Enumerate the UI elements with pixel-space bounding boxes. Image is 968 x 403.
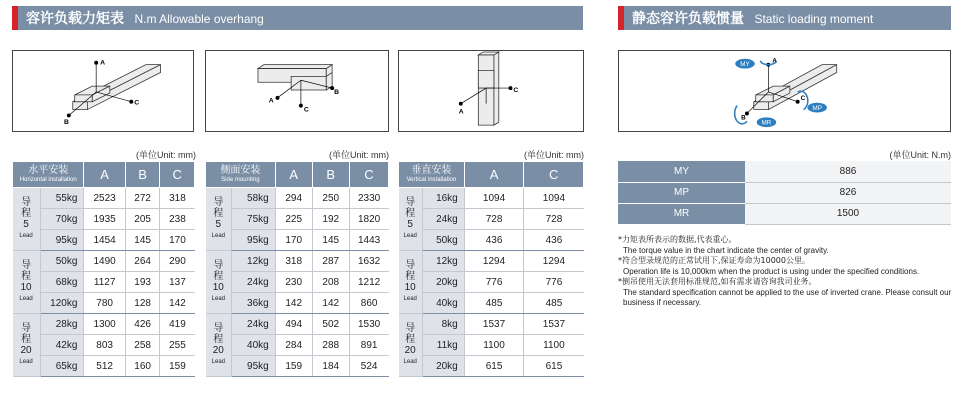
load-cell: 68kg	[40, 272, 84, 293]
value-cell: 225	[275, 209, 312, 230]
value-cell: 1212	[349, 272, 388, 293]
col-header: B	[125, 162, 160, 188]
point-c-label: C	[513, 86, 519, 94]
header-title-en: N.m Allowable overhang	[134, 12, 264, 26]
lead-en: Lead	[19, 232, 33, 239]
value-cell: 318	[160, 188, 195, 209]
table-row	[399, 251, 584, 272]
table-row	[618, 203, 951, 224]
value-cell: 137	[160, 272, 195, 293]
allowable-overhang-header	[12, 6, 583, 30]
note-item	[618, 256, 958, 277]
lead-en: Lead	[403, 295, 417, 302]
table-header-row	[399, 162, 584, 188]
moment-value: 826	[745, 182, 951, 203]
value-cell: 615	[524, 356, 584, 377]
value-cell: 142	[275, 293, 312, 314]
value-cell: 615	[464, 356, 524, 377]
value-cell: 1530	[349, 314, 388, 335]
lead-cn: 导程	[21, 196, 32, 219]
notes-block	[618, 235, 958, 309]
note-cn: *倒吊使用无法套用标准规范,如有需求请咨询我司业务。	[618, 277, 817, 286]
table-row	[399, 230, 584, 251]
value-cell: 238	[160, 209, 195, 230]
value-cell: 294	[275, 188, 312, 209]
point-a-label: A	[268, 97, 274, 105]
header-title-en: Static loading moment	[754, 12, 874, 26]
mp-label: MP	[812, 105, 822, 113]
table-row	[206, 314, 389, 335]
value-cell: 524	[349, 356, 388, 377]
lead-num: 5	[215, 218, 222, 230]
table-header-row	[206, 162, 389, 188]
table-row	[206, 335, 389, 356]
load-cell: 40kg	[232, 335, 276, 356]
value-cell: 1100	[464, 335, 524, 356]
header-en: Horizontal installation	[19, 177, 77, 183]
value-cell: 255	[160, 335, 195, 356]
lead-num: 5	[407, 218, 413, 230]
lead-cn: 导程	[405, 259, 416, 282]
value-cell: 145	[125, 230, 160, 251]
point-c-label: C	[800, 94, 806, 102]
lead-cn: 导程	[21, 259, 32, 282]
table-row	[13, 272, 195, 293]
lead-num: 20	[404, 344, 416, 356]
value-cell: 436	[524, 230, 584, 251]
value-cell: 264	[125, 251, 160, 272]
value-cell: 780	[84, 293, 125, 314]
lead-cn: 导程	[405, 196, 416, 219]
value-cell: 272	[125, 188, 160, 209]
table-row	[13, 230, 195, 251]
lead-num: 10	[20, 281, 32, 293]
value-cell: 159	[275, 356, 312, 377]
load-cell: 11kg	[422, 335, 464, 356]
value-cell: 1935	[84, 209, 125, 230]
load-cell: 8kg	[422, 314, 464, 335]
lead-en: Lead	[211, 295, 225, 302]
col-header: A	[275, 162, 312, 188]
table-row	[206, 209, 389, 230]
lead-cell	[399, 314, 423, 377]
lead-en: Lead	[19, 358, 33, 365]
table-header-title	[399, 162, 465, 188]
value-cell: 436	[464, 230, 524, 251]
load-cell: 58kg	[232, 188, 276, 209]
lead-en: Lead	[403, 232, 417, 239]
value-cell: 1490	[84, 251, 125, 272]
lead-en: Lead	[211, 358, 225, 365]
value-cell: 494	[275, 314, 312, 335]
static-loading-moment-header	[618, 6, 951, 30]
moment-value: 1500	[745, 203, 951, 224]
header-title	[624, 8, 873, 28]
lead-num: 10	[212, 281, 224, 293]
value-cell: 258	[125, 335, 160, 356]
point-b-label: B	[334, 88, 339, 96]
value-cell: 1537	[524, 314, 584, 335]
value-cell: 159	[160, 356, 195, 377]
value-cell: 1454	[84, 230, 125, 251]
value-cell: 1300	[84, 314, 125, 335]
lead-cell	[206, 314, 232, 377]
lead-cell	[13, 314, 41, 377]
value-cell: 142	[160, 293, 195, 314]
table-row	[13, 209, 195, 230]
point-b-label: B	[63, 119, 69, 127]
lead-cell	[399, 251, 423, 314]
table-header-title	[206, 162, 276, 188]
moment-value: 886	[745, 161, 951, 182]
load-cell: 120kg	[40, 293, 84, 314]
value-cell: 426	[125, 314, 160, 335]
value-cell: 1294	[524, 251, 584, 272]
note-item	[618, 235, 958, 256]
value-cell: 419	[160, 314, 195, 335]
header-title	[18, 8, 264, 28]
table-row	[618, 161, 951, 182]
value-cell: 2523	[84, 188, 125, 209]
value-cell: 1294	[464, 251, 524, 272]
static-moment-diagram	[618, 50, 951, 132]
table-row	[13, 293, 195, 314]
value-cell: 170	[275, 230, 312, 251]
point-a-label: A	[458, 108, 464, 116]
value-cell: 860	[349, 293, 388, 314]
lead-num: 20	[212, 344, 224, 356]
value-cell: 728	[524, 209, 584, 230]
mr-label: MR	[761, 119, 772, 127]
value-cell: 230	[275, 272, 312, 293]
load-cell: 95kg	[232, 230, 276, 251]
note-en: The standard specification cannot be applied to the use of inverted crane. Please consult our business if necessary.	[623, 287, 952, 307]
vertical-installation-diagram	[398, 50, 584, 132]
load-cell: 28kg	[40, 314, 84, 335]
table-row	[206, 293, 389, 314]
note-cn: *力矩表所表示的数据,代表重心。	[618, 235, 737, 244]
lead-cell	[206, 251, 232, 314]
table-header-row	[13, 162, 195, 188]
horizontal-installation-diagram	[12, 50, 194, 132]
col-header: B	[312, 162, 349, 188]
load-cell: 42kg	[40, 335, 84, 356]
unit-label-side: (单位Unit: mm)	[329, 150, 389, 160]
side-diagram-svg	[206, 51, 388, 131]
value-cell: 160	[125, 356, 160, 377]
header-en: Side mounting	[221, 177, 260, 183]
table-row	[399, 335, 584, 356]
moment-label: MY	[618, 161, 745, 182]
lead-cn: 导程	[405, 322, 416, 345]
lead-num: 10	[404, 281, 416, 293]
vertical-diagram-svg	[399, 51, 583, 131]
note-en: The torque value in the chart indicate the center of gravity.	[623, 245, 829, 255]
note-item	[618, 277, 958, 309]
value-cell: 184	[312, 356, 349, 377]
value-cell: 485	[524, 293, 584, 314]
my-label: MY	[740, 61, 750, 69]
table-row	[399, 314, 584, 335]
value-cell: 192	[312, 209, 349, 230]
point-b-label: B	[741, 114, 746, 122]
value-cell: 1443	[349, 230, 388, 251]
table-row	[206, 356, 389, 377]
load-cell: 12kg	[232, 251, 276, 272]
value-cell: 250	[312, 188, 349, 209]
load-cell: 24kg	[232, 272, 276, 293]
point-c-label: C	[134, 99, 140, 107]
table-header-title	[13, 162, 84, 188]
table-row	[13, 314, 195, 335]
value-cell: 193	[125, 272, 160, 293]
value-cell: 891	[349, 335, 388, 356]
unit-label-moment: (单位Unit: N.m)	[889, 150, 951, 160]
value-cell: 288	[312, 335, 349, 356]
static-moment-table	[618, 161, 951, 225]
moment-label: MP	[618, 182, 745, 203]
lead-en: Lead	[211, 232, 225, 239]
table-row	[206, 230, 389, 251]
load-cell: 24kg	[422, 209, 464, 230]
value-cell: 128	[125, 293, 160, 314]
load-cell: 20kg	[422, 356, 464, 377]
value-cell: 1820	[349, 209, 388, 230]
value-cell: 485	[464, 293, 524, 314]
table-row	[399, 272, 584, 293]
load-cell: 50kg	[40, 251, 84, 272]
col-header: C	[349, 162, 388, 188]
table-row	[399, 356, 584, 377]
col-header: A	[464, 162, 524, 188]
value-cell: 284	[275, 335, 312, 356]
unit-label-vertical: (单位Unit: mm)	[524, 150, 584, 160]
load-cell: 16kg	[422, 188, 464, 209]
lead-cn: 导程	[21, 322, 32, 345]
table-row	[399, 209, 584, 230]
header-cn: 侧面安装	[220, 165, 261, 176]
moment-diagram-svg	[619, 51, 950, 131]
value-cell: 290	[160, 251, 195, 272]
value-cell: 728	[464, 209, 524, 230]
lead-num: 20	[20, 344, 32, 356]
value-cell: 776	[464, 272, 524, 293]
load-cell: 36kg	[232, 293, 276, 314]
lead-cn: 导程	[213, 196, 224, 219]
value-cell: 1094	[524, 188, 584, 209]
lead-cell	[206, 188, 232, 251]
table-row	[13, 356, 195, 377]
note-cn: *符合型录规范的正常试用下,保证寿命为10000公里。	[618, 256, 810, 265]
value-cell: 170	[160, 230, 195, 251]
point-a-label: A	[100, 59, 105, 67]
horizontal-installation-table	[12, 161, 195, 377]
load-cell: 50kg	[422, 230, 464, 251]
lead-cell	[399, 188, 423, 251]
col-header: C	[160, 162, 195, 188]
point-a-label: A	[772, 57, 777, 65]
value-cell: 1632	[349, 251, 388, 272]
value-cell: 208	[312, 272, 349, 293]
lead-cell	[13, 188, 41, 251]
table-row	[206, 251, 389, 272]
value-cell: 205	[125, 209, 160, 230]
value-cell: 512	[84, 356, 125, 377]
col-header: A	[84, 162, 125, 188]
value-cell: 502	[312, 314, 349, 335]
value-cell: 1537	[464, 314, 524, 335]
value-cell: 776	[524, 272, 584, 293]
table-row	[206, 272, 389, 293]
load-cell: 24kg	[232, 314, 276, 335]
load-cell: 95kg	[232, 356, 276, 377]
load-cell: 55kg	[40, 188, 84, 209]
value-cell: 2330	[349, 188, 388, 209]
lead-cn: 导程	[213, 259, 224, 282]
value-cell: 142	[312, 293, 349, 314]
lead-en: Lead	[403, 358, 417, 365]
lead-cell	[13, 251, 41, 314]
table-row	[618, 182, 951, 203]
col-header: C	[524, 162, 584, 188]
vertical-installation-table	[398, 161, 584, 377]
table-row	[399, 188, 584, 209]
load-cell: 75kg	[232, 209, 276, 230]
load-cell: 95kg	[40, 230, 84, 251]
header-title-cn: 容许负载力矩表	[26, 11, 124, 27]
lead-num: 5	[23, 218, 29, 230]
header-cn: 垂直安装	[411, 165, 452, 176]
value-cell: 803	[84, 335, 125, 356]
load-cell: 12kg	[422, 251, 464, 272]
table-row	[206, 188, 389, 209]
table-row	[13, 335, 195, 356]
horizontal-diagram-svg	[13, 51, 193, 131]
moment-label: MR	[618, 203, 745, 224]
table-row	[399, 293, 584, 314]
value-cell: 318	[275, 251, 312, 272]
table-row	[13, 251, 195, 272]
side-mounting-table	[205, 161, 389, 377]
value-cell: 1127	[84, 272, 125, 293]
load-cell: 70kg	[40, 209, 84, 230]
load-cell: 40kg	[422, 293, 464, 314]
side-mounting-diagram	[205, 50, 389, 132]
table-row	[13, 188, 195, 209]
header-en: Vertical installation	[406, 177, 457, 183]
point-c-label: C	[303, 106, 309, 114]
lead-en: Lead	[19, 295, 33, 302]
value-cell: 145	[312, 230, 349, 251]
load-cell: 20kg	[422, 272, 464, 293]
unit-label-horizontal: (单位Unit: mm)	[136, 150, 196, 160]
note-en: Operation life is 10,000km when the product is using under the specified conditions.	[623, 266, 920, 276]
header-title-cn: 静态容许负载惯量	[632, 11, 744, 27]
header-cn: 水平安装	[28, 165, 69, 176]
lead-cn: 导程	[213, 322, 224, 345]
value-cell: 1100	[524, 335, 584, 356]
value-cell: 1094	[464, 188, 524, 209]
value-cell: 287	[312, 251, 349, 272]
load-cell: 65kg	[40, 356, 84, 377]
